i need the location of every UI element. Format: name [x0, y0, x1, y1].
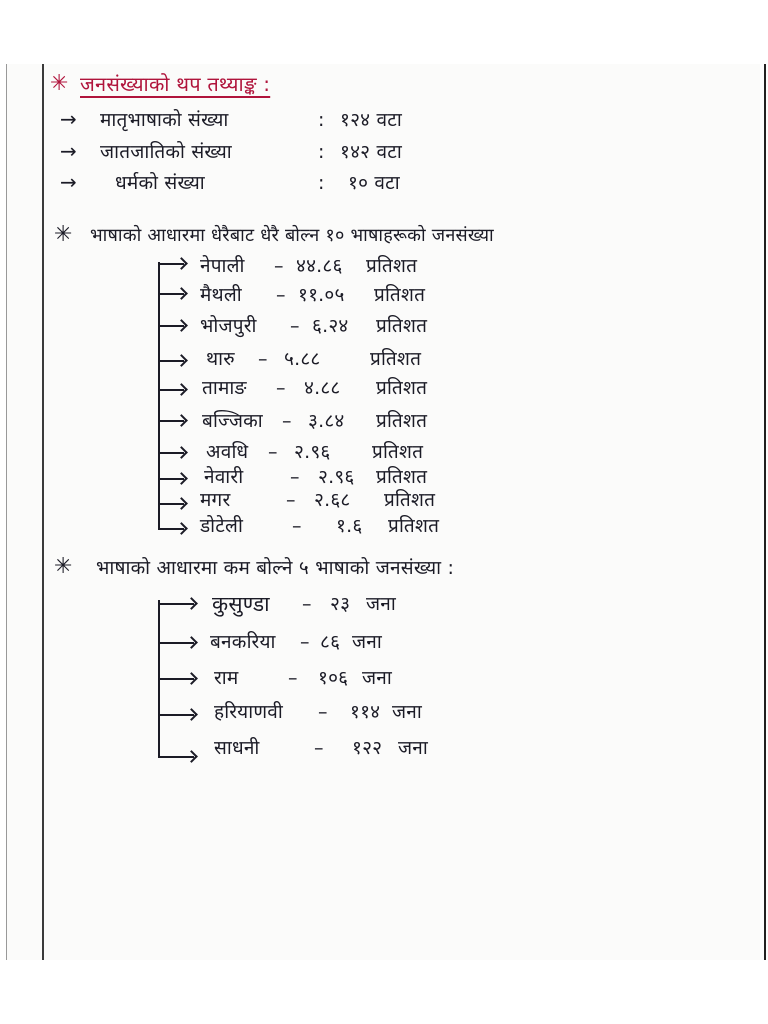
lang-unit: प्रतिशत: [376, 466, 428, 488]
dash: –: [292, 515, 302, 537]
lang-name: नेपाली: [200, 255, 245, 277]
lang-unit: प्रतिशत: [376, 315, 428, 337]
dash: –: [276, 284, 286, 306]
lang-unit: प्रतिशत: [388, 515, 440, 537]
lang-value: ४४.८६: [296, 255, 343, 277]
lang-name: नेवारी: [204, 466, 244, 488]
dash: –: [288, 667, 298, 689]
arrow-icon: →: [60, 107, 77, 131]
lang-name: अवधि: [206, 441, 249, 463]
lang-unit: जना: [392, 701, 422, 723]
branch-arrow-icon: [158, 452, 184, 454]
lang-name: साधनी: [214, 737, 260, 759]
fact-label: धर्मको संख्या: [115, 172, 205, 194]
section1-tree: [158, 262, 160, 530]
dash: –: [302, 593, 312, 615]
section2-heading: भाषाको आधारमा कम बोल्ने ५ भाषाको जनसंख्या :: [96, 557, 455, 579]
lang-unit: जना: [398, 737, 428, 759]
page-edge-line: [6, 64, 7, 960]
dash: –: [268, 441, 278, 463]
lang-unit: प्रतिशत: [366, 255, 418, 277]
branch-arrow-icon: [158, 756, 194, 758]
lang-value: १.६: [336, 515, 363, 537]
lang-unit: प्रतिशत: [370, 348, 422, 370]
branch-arrow-icon: [158, 642, 194, 644]
dash: –: [290, 315, 300, 337]
lang-name: तामाङ: [202, 377, 247, 399]
dash: –: [300, 631, 310, 653]
lang-unit: जना: [366, 593, 396, 615]
lang-name: बनकरिया: [210, 631, 276, 653]
page-title: जनसंख्याको थप तथ्याङ्क :: [80, 72, 271, 96]
margin-line: [42, 64, 44, 960]
fact-label: मातृभाषाको संख्या: [100, 109, 229, 131]
lang-value: २.९६: [318, 466, 355, 488]
dash: –: [276, 377, 286, 399]
section-bullet: ✳: [54, 222, 73, 247]
branch-arrow-icon: [158, 389, 184, 391]
lang-value: ११४: [350, 701, 381, 723]
branch-arrow-icon: [158, 325, 184, 327]
branch-arrow-icon: [158, 603, 194, 605]
fact-separator: :: [318, 141, 325, 163]
fact-label: जातजातिको संख्या: [100, 141, 232, 163]
dash: –: [282, 410, 292, 432]
lang-name: राम: [214, 667, 239, 689]
lang-value: १०६: [318, 667, 349, 689]
lang-unit: जना: [362, 667, 392, 689]
branch-arrow-icon: [158, 528, 184, 530]
lang-value: ४.८८: [304, 377, 341, 399]
dash: –: [318, 701, 328, 723]
lang-value: ८६: [320, 631, 341, 653]
lang-unit: प्रतिशत: [374, 284, 426, 306]
fact-separator: :: [318, 172, 325, 194]
branch-arrow-icon: [158, 420, 184, 422]
lang-name: थारु: [206, 348, 235, 370]
lang-value: ११.०५: [298, 284, 345, 306]
branch-arrow-icon: [158, 714, 194, 716]
lang-value: ३.८४: [308, 410, 345, 432]
fact-value: १४२ वटा: [340, 141, 402, 163]
fact-value: १० वटा: [348, 172, 400, 194]
lang-value: २.६८: [314, 489, 351, 511]
branch-arrow-icon: [158, 293, 184, 295]
lang-name: हरियाणवी: [214, 701, 283, 723]
dash: –: [314, 737, 324, 759]
lang-unit: प्रतिशत: [372, 441, 424, 463]
dash: –: [286, 489, 296, 511]
arrow-icon: →: [60, 170, 77, 194]
lang-unit: प्रतिशत: [376, 410, 428, 432]
fact-separator: :: [318, 109, 325, 131]
branch-arrow-icon: [158, 678, 194, 680]
lang-value: ६.२४: [312, 315, 349, 337]
section-bullet: ✳: [54, 554, 73, 579]
dash: –: [258, 348, 268, 370]
lang-unit: प्रतिशत: [384, 489, 436, 511]
lang-unit: जना: [352, 631, 382, 653]
branch-arrow-icon: [158, 263, 184, 265]
dash: –: [290, 466, 300, 488]
lang-name: मैथली: [200, 284, 242, 306]
dash: –: [274, 255, 284, 277]
lang-name: बज्जिका: [202, 410, 263, 432]
branch-arrow-icon: [158, 360, 184, 362]
lang-value: २.९६: [294, 441, 331, 463]
lang-value: १२२: [352, 737, 383, 759]
title-bullet: ✳: [50, 71, 69, 96]
lang-name: भोजपुरी: [200, 315, 257, 337]
arrow-icon: →: [60, 139, 77, 163]
lang-name: डोटेली: [200, 515, 244, 537]
lang-name: कुसुण्डा: [212, 592, 270, 616]
paper-sheet: [6, 64, 760, 960]
fact-value: १२४ वटा: [340, 109, 402, 131]
branch-arrow-icon: [158, 503, 184, 505]
lang-value: ५.८८: [284, 348, 321, 370]
lang-unit: प्रतिशत: [376, 377, 428, 399]
page-right-edge: [764, 64, 766, 960]
lang-name: मगर: [200, 489, 231, 511]
lang-value: २३: [330, 593, 351, 615]
section1-heading: भाषाको आधारमा धेरैबाट धेरै बोल्न १० भाषाहरूको जनसंख्या: [90, 225, 494, 246]
branch-arrow-icon: [158, 478, 184, 480]
